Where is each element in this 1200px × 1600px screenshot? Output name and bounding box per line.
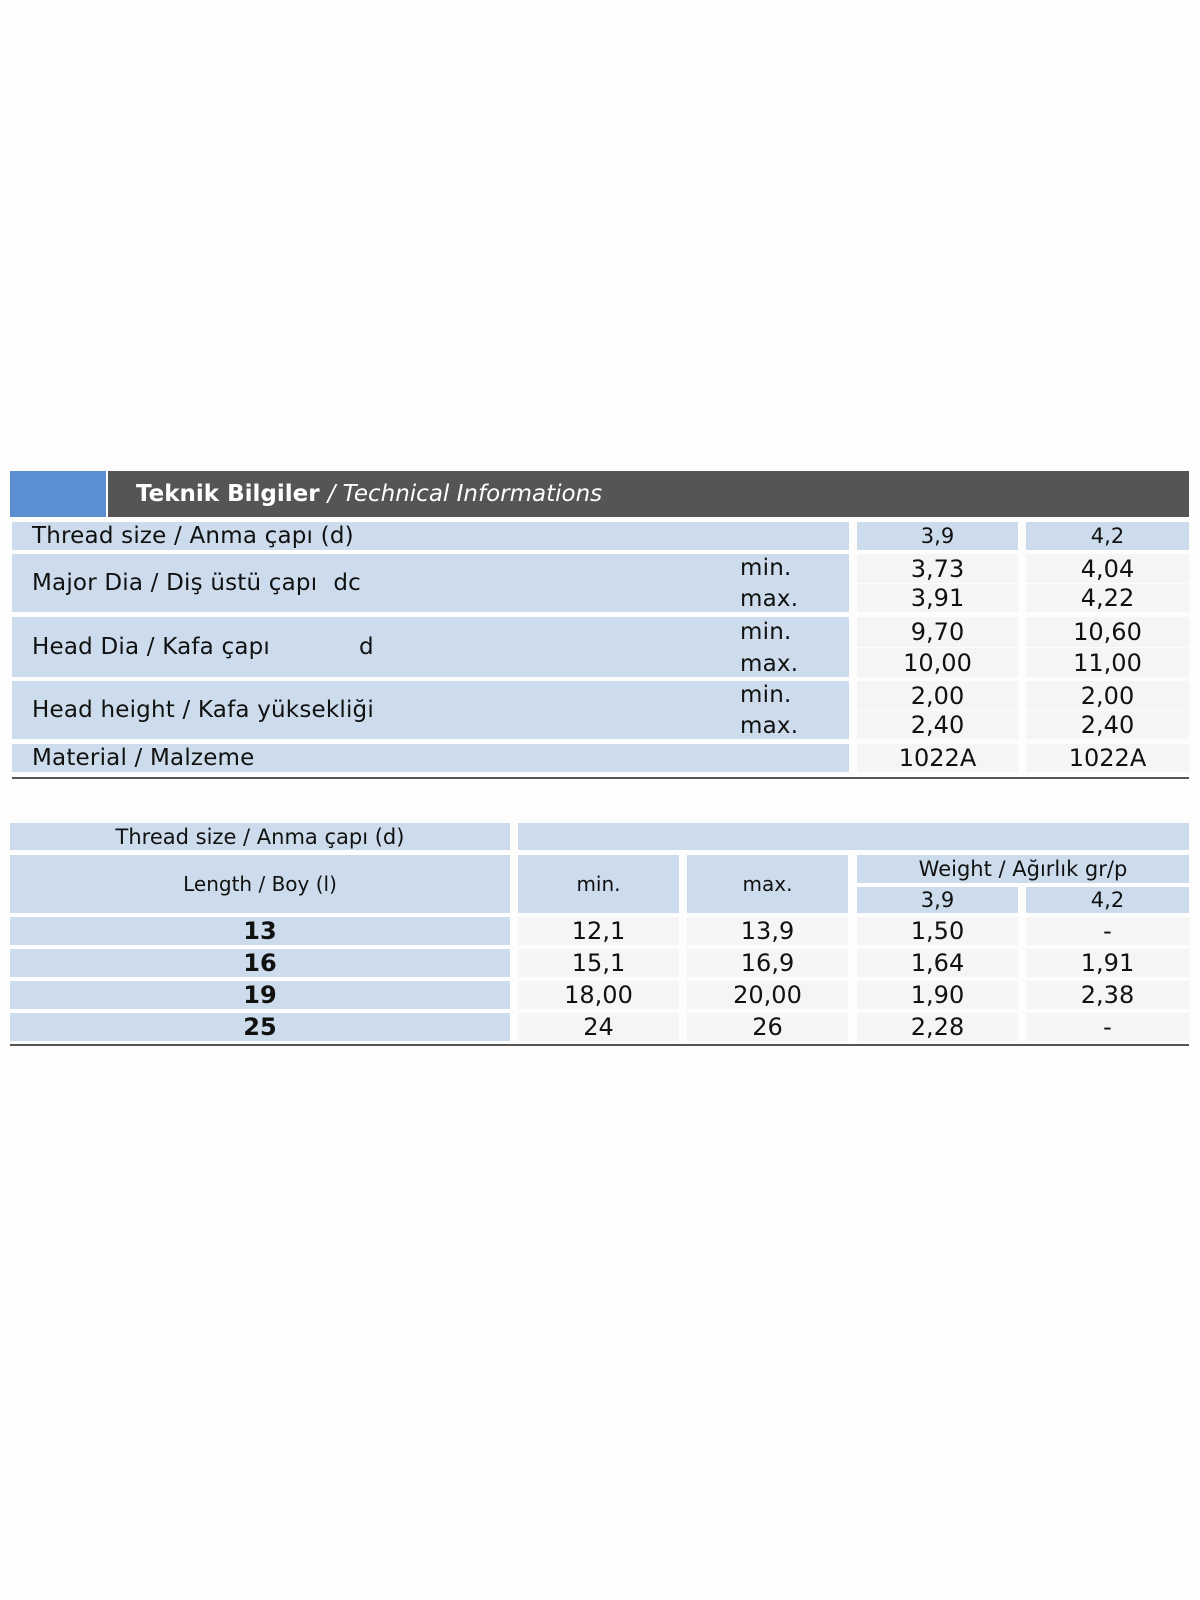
length-min-header: min. xyxy=(518,855,679,913)
major-dia-label-cell xyxy=(12,554,849,612)
min-cell: 18,00 xyxy=(518,981,679,1009)
material-label-cell xyxy=(12,744,849,772)
major-dia-min-1: 3,73 xyxy=(857,554,1018,583)
tech-table-bottom-rule xyxy=(12,777,1189,779)
length-max-header: max. xyxy=(687,855,848,913)
weight-header: Weight / Ağırlık gr/p xyxy=(857,855,1189,883)
material-value-2: 1022A xyxy=(1026,744,1189,772)
length-cell: 13 xyxy=(10,917,510,945)
major-dia-label: Major Dia / Diş üstü çapı xyxy=(32,570,318,596)
min-cell: 12,1 xyxy=(518,917,679,945)
head-dia-label-cell xyxy=(12,617,849,677)
length-thread-label: Thread size / Anma çapı (d) xyxy=(10,823,510,850)
header-title-en: / Technical Informations xyxy=(327,481,603,507)
min-cell: 24 xyxy=(518,1013,679,1041)
min-cell: 15,1 xyxy=(518,949,679,977)
weight-cell-2: - xyxy=(1026,1013,1189,1041)
header-title-tr: Teknik Bilgiler xyxy=(136,481,320,507)
head-dia-max-1: 10,00 xyxy=(857,648,1018,677)
material-value-1: 1022A xyxy=(857,744,1018,772)
head-height-minmax xyxy=(740,681,798,741)
max-cell: 20,00 xyxy=(687,981,848,1009)
max-cell: 26 xyxy=(687,1013,848,1041)
weight-cell-1: 1,64 xyxy=(857,949,1018,977)
tech-thread-label: Thread size / Anma çapı (d) xyxy=(12,522,849,550)
max-label: max. xyxy=(740,651,799,677)
head-height-label: Head height / Kafa yüksekliği xyxy=(32,697,374,723)
length-cell: 16 xyxy=(10,949,510,977)
head-dia-min-2: 10,60 xyxy=(1026,617,1189,647)
weight-cell-2: 1,91 xyxy=(1026,949,1189,977)
head-height-max-2: 2,40 xyxy=(1026,711,1189,739)
weight-cell-2: 2,38 xyxy=(1026,981,1189,1009)
head-dia-minmax xyxy=(740,617,798,679)
tech-size-2: 4,2 xyxy=(1026,522,1189,550)
head-dia-max-2: 11,00 xyxy=(1026,648,1189,677)
major-dia-minmax xyxy=(740,554,798,614)
max-cell: 16,9 xyxy=(687,949,848,977)
max-label: max. xyxy=(740,713,799,739)
head-dia-min-1: 9,70 xyxy=(857,617,1018,647)
length-cell: 19 xyxy=(10,981,510,1009)
weight-cell-1: 1,50 xyxy=(857,917,1018,945)
weight-size-1: 3,9 xyxy=(857,887,1018,913)
weight-cell-1: 2,28 xyxy=(857,1013,1018,1041)
min-label: min. xyxy=(740,682,792,708)
major-dia-max-2: 4,22 xyxy=(1026,584,1189,612)
head-dia-label: Head Dia / Kafa çapı xyxy=(32,634,271,660)
head-dia-symbol: d xyxy=(359,634,374,660)
weight-cell-2: - xyxy=(1026,917,1189,945)
max-cell: 13,9 xyxy=(687,917,848,945)
header-bar xyxy=(108,471,1189,517)
major-dia-symbol: dc xyxy=(333,570,361,596)
length-cell: 25 xyxy=(10,1013,510,1041)
min-label: min. xyxy=(740,555,792,581)
head-height-min-2: 2,00 xyxy=(1026,681,1189,710)
max-label: max. xyxy=(740,586,799,612)
material-label: Material / Malzeme xyxy=(32,745,255,771)
length-thread-header-fill xyxy=(518,823,1189,850)
major-dia-max-1: 3,91 xyxy=(857,584,1018,612)
major-dia-min-2: 4,04 xyxy=(1026,554,1189,583)
weight-size-2: 4,2 xyxy=(1026,887,1189,913)
head-height-min-1: 2,00 xyxy=(857,681,1018,710)
min-label: min. xyxy=(740,619,792,645)
length-label: Length / Boy (l) xyxy=(10,855,510,913)
tech-size-1: 3,9 xyxy=(857,522,1018,550)
weight-cell-1: 1,90 xyxy=(857,981,1018,1009)
length-table-bottom-rule xyxy=(10,1044,1189,1046)
header-accent-block xyxy=(10,471,106,517)
head-height-max-1: 2,40 xyxy=(857,711,1018,739)
head-height-label-cell xyxy=(12,681,849,739)
